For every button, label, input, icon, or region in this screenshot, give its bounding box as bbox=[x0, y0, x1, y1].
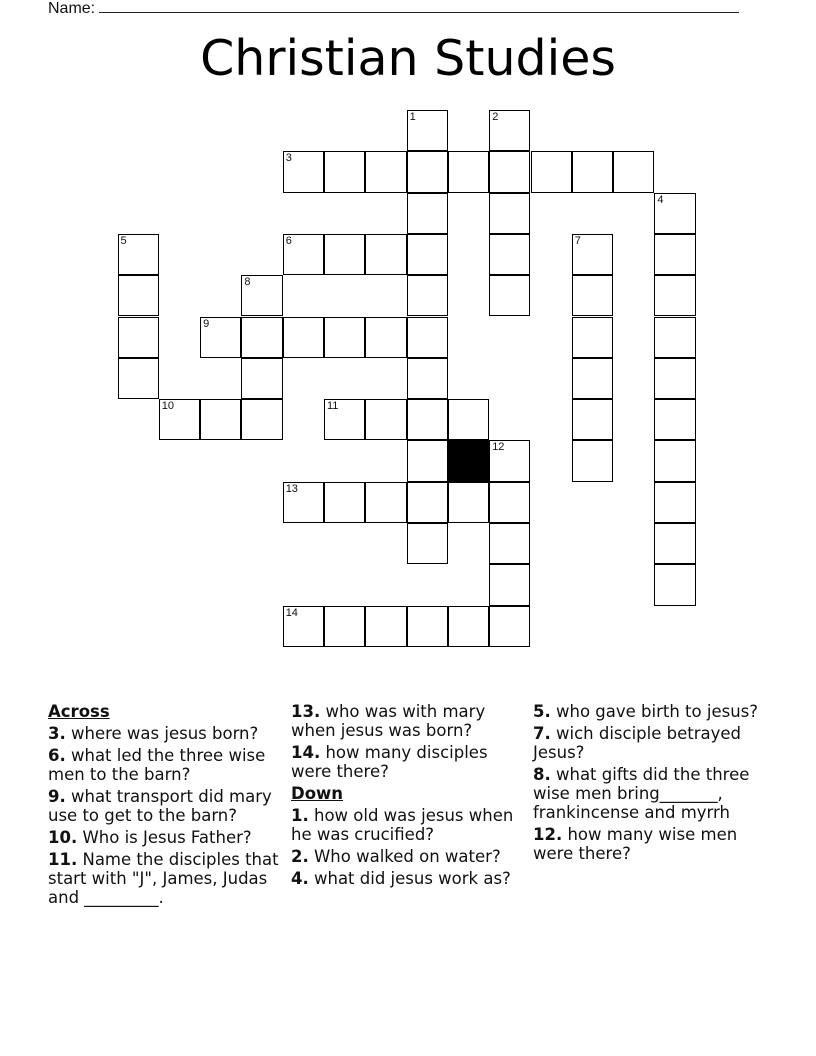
clue-text: wich disciple betrayed Jesus? bbox=[533, 724, 741, 762]
grid-cell[interactable] bbox=[572, 234, 613, 275]
grid-cell[interactable] bbox=[572, 440, 613, 481]
grid-cell[interactable] bbox=[324, 606, 365, 647]
clue-number: 13 bbox=[285, 482, 298, 495]
name-field[interactable] bbox=[48, 0, 739, 18]
grid-cell[interactable] bbox=[489, 564, 530, 605]
clue-item bbox=[48, 850, 288, 907]
clue-text: what led the three wise men to the barn? bbox=[48, 746, 266, 784]
clue-item bbox=[291, 869, 531, 888]
grid-cell[interactable] bbox=[283, 234, 324, 275]
grid-cell[interactable] bbox=[324, 151, 365, 192]
grid-cell[interactable] bbox=[241, 358, 282, 399]
grid-cell[interactable] bbox=[365, 234, 406, 275]
grid-cell[interactable] bbox=[489, 440, 530, 481]
clue-number-label: 9. bbox=[48, 787, 66, 806]
grid-cell[interactable] bbox=[448, 482, 489, 523]
grid-cell[interactable] bbox=[613, 151, 654, 192]
grid-cell[interactable] bbox=[283, 482, 324, 523]
name-label: Name: bbox=[48, 0, 96, 17]
grid-cell[interactable] bbox=[489, 151, 530, 192]
clue-number-label: 2. bbox=[291, 847, 309, 866]
grid-cell[interactable] bbox=[407, 399, 448, 440]
grid-cell[interactable] bbox=[654, 482, 695, 523]
grid-cell[interactable] bbox=[654, 193, 695, 234]
page-title: Christian Studies bbox=[200, 30, 616, 87]
grid-cell[interactable] bbox=[654, 440, 695, 481]
clue-item bbox=[533, 702, 773, 721]
clue-number-label: 14. bbox=[291, 743, 321, 762]
grid-cell[interactable] bbox=[118, 275, 159, 316]
grid-cell[interactable] bbox=[324, 482, 365, 523]
name-underline[interactable] bbox=[99, 0, 739, 13]
clue-number: 4 bbox=[657, 193, 664, 206]
clue-text: what gifts did the three wise men bring_______, frankincense and myrrh bbox=[533, 765, 750, 822]
across-heading: Across bbox=[48, 702, 110, 721]
grid-cell[interactable] bbox=[407, 151, 448, 192]
grid-cell[interactable] bbox=[200, 317, 241, 358]
clue-number: 7 bbox=[574, 234, 581, 247]
clue-number-label: 11. bbox=[48, 850, 78, 869]
grid-cell[interactable] bbox=[241, 317, 282, 358]
clue-text: Who walked on water? bbox=[308, 847, 501, 866]
grid-cell[interactable] bbox=[654, 317, 695, 358]
clue-number: 3 bbox=[285, 152, 292, 165]
clue-item bbox=[533, 765, 773, 822]
clue-text: what transport did mary use to get to the barn? bbox=[48, 787, 272, 825]
grid-cell[interactable] bbox=[407, 234, 448, 275]
clue-number: 5 bbox=[120, 234, 127, 247]
grid-cell[interactable] bbox=[118, 234, 159, 275]
clue-number-label: 4. bbox=[291, 869, 309, 888]
grid-cell[interactable] bbox=[531, 151, 572, 192]
clue-item bbox=[48, 746, 288, 784]
grid-cell[interactable] bbox=[489, 482, 530, 523]
grid-cell[interactable] bbox=[407, 110, 448, 151]
clue-text: Name the disciples that start with "J", James, Judas and _________. bbox=[48, 850, 279, 907]
grid-cell[interactable] bbox=[365, 399, 406, 440]
clue-number: 1 bbox=[409, 111, 416, 123]
clue-number-label: 12. bbox=[533, 825, 563, 844]
grid-cell[interactable] bbox=[283, 151, 324, 192]
clue-number: 10 bbox=[161, 400, 175, 413]
grid-cell[interactable] bbox=[365, 317, 406, 358]
clue-text: where was jesus born? bbox=[65, 724, 259, 743]
clue-number-label: 10. bbox=[48, 828, 78, 847]
grid-cell[interactable] bbox=[572, 317, 613, 358]
grid-cell[interactable] bbox=[654, 234, 695, 275]
clue-number-label: 3. bbox=[48, 724, 66, 743]
grid-cell[interactable] bbox=[572, 399, 613, 440]
grid-cell[interactable] bbox=[324, 399, 365, 440]
grid-cell[interactable] bbox=[118, 358, 159, 399]
grid-cell[interactable] bbox=[654, 275, 695, 316]
down-heading: Down bbox=[291, 784, 344, 803]
grid-cell[interactable] bbox=[365, 606, 406, 647]
clue-item bbox=[48, 828, 288, 847]
clue-item bbox=[291, 847, 531, 866]
grid-cell[interactable] bbox=[283, 606, 324, 647]
clue-number-label: 7. bbox=[533, 724, 551, 743]
clue-number-label: 13. bbox=[291, 702, 321, 721]
grid-cell[interactable] bbox=[241, 275, 282, 316]
grid-cell[interactable] bbox=[489, 275, 530, 316]
clues-column-2 bbox=[291, 702, 531, 891]
grid-cell[interactable] bbox=[572, 275, 613, 316]
clue-number: 14 bbox=[285, 606, 298, 619]
grid-cell[interactable] bbox=[489, 234, 530, 275]
grid-cell[interactable] bbox=[489, 193, 530, 234]
grid-cell[interactable] bbox=[407, 606, 448, 647]
clue-item bbox=[291, 806, 531, 844]
clues-column-1 bbox=[48, 702, 288, 910]
grid-cell[interactable] bbox=[448, 399, 489, 440]
grid-cell[interactable] bbox=[489, 606, 530, 647]
grid-cell[interactable] bbox=[489, 523, 530, 564]
grid-cell[interactable] bbox=[448, 606, 489, 647]
clue-text: how many disciples were there? bbox=[291, 743, 488, 781]
grid-cell[interactable] bbox=[654, 399, 695, 440]
clue-text: who gave birth to jesus? bbox=[550, 702, 758, 721]
clue-number: 6 bbox=[285, 234, 292, 247]
grid-cell[interactable] bbox=[159, 399, 200, 440]
clue-number-label: 6. bbox=[48, 746, 66, 765]
clue-item bbox=[291, 743, 531, 781]
clues-column-3 bbox=[533, 702, 773, 866]
grid-cell[interactable] bbox=[324, 234, 365, 275]
grid-cell[interactable] bbox=[489, 110, 530, 151]
grid-cell[interactable] bbox=[572, 151, 613, 192]
clue-text: how many wise men were there? bbox=[533, 825, 738, 863]
grid-cell[interactable] bbox=[365, 151, 406, 192]
clue-item bbox=[48, 787, 288, 825]
clue-item bbox=[291, 702, 531, 740]
grid-cell[interactable] bbox=[241, 399, 282, 440]
clue-number: 12 bbox=[492, 441, 505, 454]
clue-text: who was with mary when jesus was born? bbox=[291, 702, 486, 740]
clue-item bbox=[533, 825, 773, 863]
grid-cell[interactable] bbox=[654, 358, 695, 399]
clue-number: 2 bbox=[492, 111, 499, 123]
black-square bbox=[448, 440, 489, 481]
grid-cell[interactable] bbox=[407, 440, 448, 481]
clue-item bbox=[48, 724, 288, 743]
grid-cell[interactable] bbox=[118, 317, 159, 358]
grid-cell[interactable] bbox=[407, 275, 448, 316]
grid-cell[interactable] bbox=[324, 317, 365, 358]
grid-cell[interactable] bbox=[365, 482, 406, 523]
grid-cell[interactable] bbox=[200, 399, 241, 440]
grid-cell[interactable] bbox=[407, 358, 448, 399]
clue-number-label: 5. bbox=[533, 702, 551, 721]
grid-cell[interactable] bbox=[283, 317, 324, 358]
grid-cell[interactable] bbox=[407, 317, 448, 358]
grid-cell[interactable] bbox=[407, 482, 448, 523]
grid-cell[interactable] bbox=[654, 564, 695, 605]
clue-number: 9 bbox=[203, 317, 210, 330]
clue-text: Who is Jesus Father? bbox=[77, 828, 252, 847]
clue-text: how old was jesus when he was crucified? bbox=[291, 806, 514, 844]
clue-number: 8 bbox=[244, 276, 251, 289]
grid-cell[interactable] bbox=[572, 358, 613, 399]
grid-cell[interactable] bbox=[448, 151, 489, 192]
grid-cell[interactable] bbox=[407, 193, 448, 234]
clue-item bbox=[533, 724, 773, 762]
clue-text: what did jesus work as? bbox=[308, 869, 511, 888]
clue-number-label: 8. bbox=[533, 765, 551, 784]
clue-number-label: 1. bbox=[291, 806, 309, 825]
grid-cell[interactable] bbox=[407, 523, 448, 564]
clue-number: 11 bbox=[327, 400, 339, 413]
grid-cell[interactable] bbox=[654, 523, 695, 564]
